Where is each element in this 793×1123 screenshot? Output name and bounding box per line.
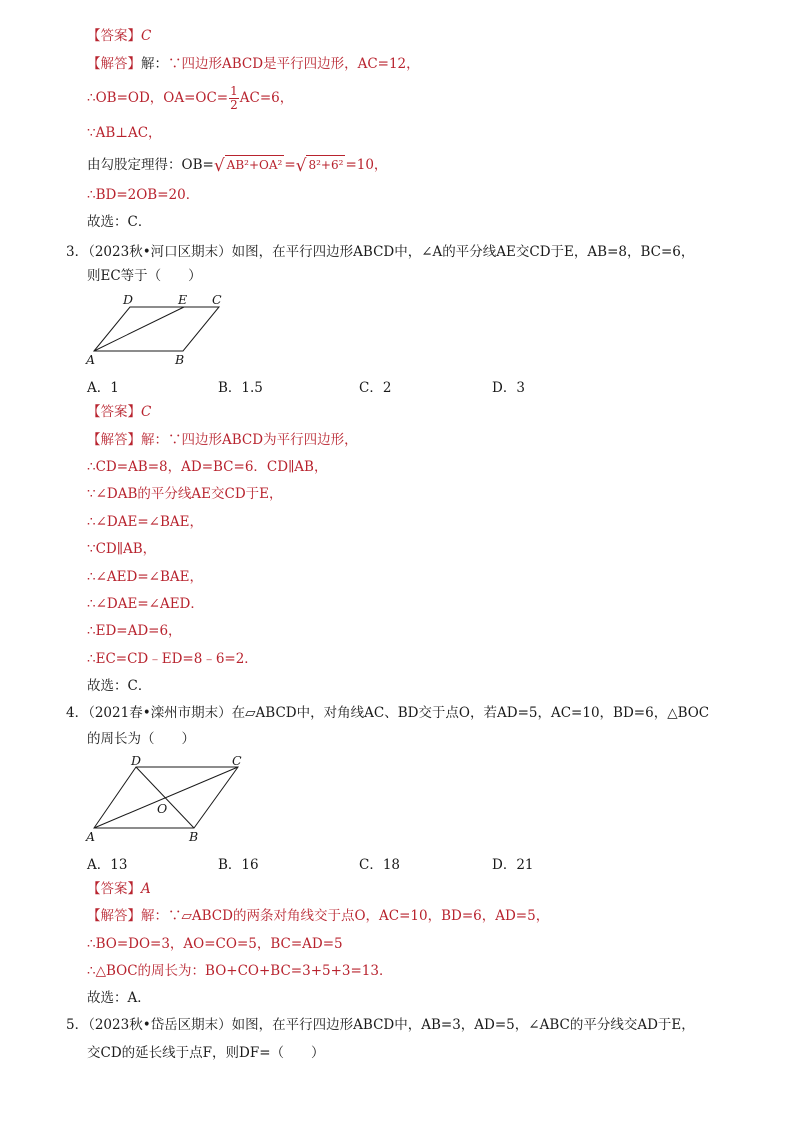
q4-stem-line-1: 4．（2021春•滦州市期末）在▱ABCD中，对角线AC、BD交于点O，若AD=5，AC=10，BD=6，△BOC [66,705,710,721]
answer-tag: 【答案】 [87,881,141,897]
parallelogram [94,307,219,351]
choice-c[interactable]: C．18 [359,857,401,873]
label-a: A [86,829,96,844]
choice-a[interactable]: A．1 [87,380,119,396]
solution-text: AC=6， [239,90,294,106]
answer-value: A [141,881,151,897]
q3-solution-line-8: ∴ED=AD=6， [87,623,182,639]
label-a: A [86,352,96,367]
q4-choices [87,853,587,871]
radical-sign: √ [213,156,225,176]
solution-text: ∵四边形ABCD是平行四边形，AC=12， [168,56,420,72]
q2-solution-line-2 [87,85,293,112]
q4-solution-line-2: ∴BO=DO=3，AO=CO=5，BC=AD=5 [87,936,343,952]
choice-a[interactable]: A．13 [87,857,128,873]
fraction [229,85,239,112]
q3-solution-line-4: ∴∠DAE=∠BAE， [87,514,203,530]
q3-solution-line-3: ∵∠DAB的平分线AE交CD于E， [87,486,283,502]
q2-solution-line-1 [87,55,420,73]
q3-stem-line-1: 3．（2023秋•河口区期末）如图，在平行四边形ABCD中，∠A的平分线AE交CD于E，AB=8，BC=6， [66,244,695,260]
answer-value: C [141,404,152,420]
q3-solution-line-2: ∴CD=AB=8，AD=BC=6．CD∥AB， [87,459,328,475]
choice-c[interactable]: C．2 [359,380,392,396]
answer-tag: 【答案】 [87,28,141,44]
solution-text: 解：∵▱ABCD的两条对角线交于点O，AC=10，BD=6，AD=5， [141,908,550,924]
label-e: E [178,292,188,307]
label-c: C [212,292,222,307]
solution-text: = [284,157,296,173]
label-d: D [123,292,134,307]
q2-solution-line-3: ∵AB⊥AC， [87,125,162,141]
q3-solution-line-5: ∵CD∥AB， [87,541,157,557]
label-d: D [131,753,142,768]
label-b: B [189,829,199,844]
solution-text: 由勾股定理得：OB= [87,157,214,173]
q2-answer-line [87,27,151,45]
q3-solution-line-7: ∴∠DAE=∠AED． [87,596,204,612]
solution-tag: 【解答】 [87,432,141,448]
q3-solution-line-10: 故选：C． [87,678,152,694]
fraction-numerator: 1 [230,84,238,98]
q2-solution-line-6: 故选：C． [87,214,152,230]
segment-ae [94,307,184,351]
solution-tag: 【解答】 [87,908,141,924]
q3-choices [87,376,587,394]
q4-stem-line-2: 的周长为（ ） [87,731,195,747]
diagonal-bd [136,767,194,828]
q2-solution-line-4 [87,155,387,175]
q4-answer-line [87,880,151,898]
label-o: O [157,801,168,816]
answer-value: C [141,28,152,44]
choice-d[interactable]: D．21 [492,857,534,873]
solution-text: ∴OB=OD，OA=OC= [87,90,229,106]
q3-stem-line-2: 则EC等于（ ） [87,268,202,284]
choice-b[interactable]: B．16 [218,857,259,873]
label-c: C [232,753,242,768]
q3-solution-line-6: ∴∠AED=∠BAE， [87,569,203,585]
sqrt-content: AB²+OA² [225,155,285,174]
q3-figure [80,290,240,370]
choice-b[interactable]: B．1.5 [218,380,263,396]
q5-stem-line-2: 交CD的延长线于点F，则DF=（ ） [87,1045,325,1061]
q4-solution-line-4: 故选：A． [87,990,151,1006]
choice-d[interactable]: D．3 [492,380,525,396]
q5-stem-line-1: 5．（2023秋•岱岳区期末）如图，在平行四边形ABCD中，AB=3，AD=5，∠ABC的平分线交AD于E， [66,1017,695,1033]
q4-solution-line-1 [87,907,549,925]
solution-text: =10， [345,157,388,173]
solution-tag: 【解答】 [87,56,141,72]
q3-solution-line-1 [87,431,358,449]
q3-answer-line [87,403,151,421]
solution-text: 解：∵四边形ABCD为平行四边形， [141,432,358,448]
fraction-denominator: 2 [230,98,238,112]
q2-solution-line-5: ∴BD=2OB=20． [87,187,200,203]
answer-tag: 【答案】 [87,404,141,420]
sqrt-content: 8²+6² [306,155,345,174]
radical-sign: √ [295,156,307,176]
label-b: B [175,352,185,367]
q4-figure [80,752,255,847]
q3-solution-line-9: ∴EC=CD﹣ED=8﹣6=2． [87,651,258,667]
solution-intro: 解： [141,56,168,72]
q4-solution-line-3: ∴△BOC的周长为：BO+CO+BC=3+5+3=13． [87,963,393,979]
